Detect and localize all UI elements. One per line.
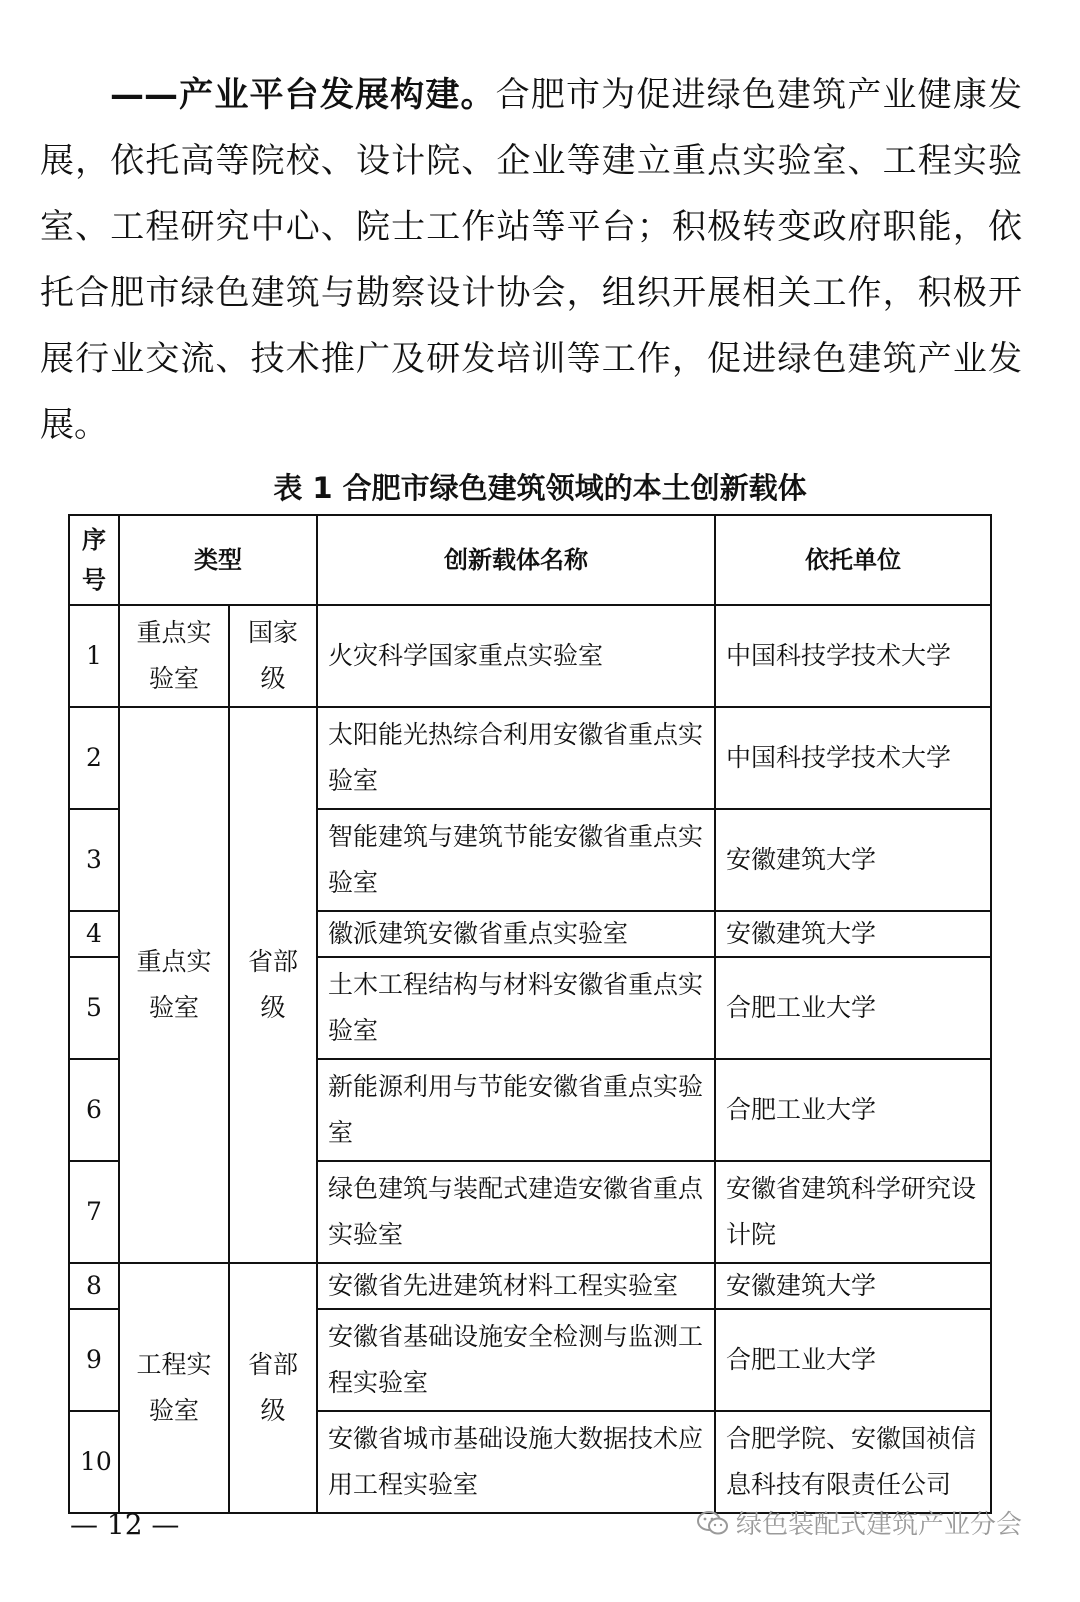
row-number: 8 xyxy=(69,1263,119,1309)
level-cell: 省部级 xyxy=(229,707,317,1263)
host-org: 合肥工业大学 xyxy=(715,957,991,1059)
type-cell: 重点实验室 xyxy=(119,605,229,707)
innovation-table xyxy=(68,514,992,1514)
host-org: 安徽省建筑科学研究设计院 xyxy=(715,1161,991,1263)
row-number: 7 xyxy=(69,1161,119,1263)
page-number: — 12 — xyxy=(70,1508,180,1541)
wechat-icon xyxy=(696,1510,730,1536)
row-number: 5 xyxy=(69,957,119,1059)
watermark xyxy=(696,1504,1022,1541)
table-row xyxy=(69,707,991,809)
carrier-name: 火灾科学国家重点实验室 xyxy=(317,605,715,707)
header-type: 类型 xyxy=(119,515,317,605)
type-cell: 重点实验室 xyxy=(119,707,229,1263)
row-number: 4 xyxy=(69,911,119,957)
host-org: 合肥工业大学 xyxy=(715,1059,991,1161)
paragraph-body: 合肥市为促进绿色建筑产业健康发展，依托高等院校、设计院、企业等建立重点实验室、工程实验室、工程研究中心、院士工作站等平台；积极转变政府职能，依托合肥市绿色建筑与勘察设计协会，组织开展相关工作，积极开展行业交流、技术推广及研发培训等工作，促进绿色建筑产业发展。 xyxy=(40,75,1023,445)
carrier-name: 安徽省基础设施安全检测与监测工程实验室 xyxy=(317,1309,715,1411)
header-seq: 序号 xyxy=(69,515,119,605)
table-header-row xyxy=(69,515,991,605)
host-org: 安徽建筑大学 xyxy=(715,1263,991,1309)
header-name: 创新载体名称 xyxy=(317,515,715,605)
table-row xyxy=(69,1263,991,1309)
level-cell: 省部级 xyxy=(229,1263,317,1513)
row-number: 2 xyxy=(69,707,119,809)
body-paragraph xyxy=(40,62,1022,458)
table-caption: 表 1 合肥市绿色建筑领域的本土创新载体 xyxy=(273,471,807,505)
paragraph-lead: ——产业平台发展构建。 xyxy=(110,75,496,115)
carrier-name: 智能建筑与建筑节能安徽省重点实验室 xyxy=(317,809,715,911)
host-org: 合肥学院、安徽国祯信息科技有限责任公司 xyxy=(715,1411,991,1513)
carrier-name: 徽派建筑安徽省重点实验室 xyxy=(317,911,715,957)
host-org: 安徽建筑大学 xyxy=(715,809,991,911)
carrier-name: 土木工程结构与材料安徽省重点实验室 xyxy=(317,957,715,1059)
watermark-text: 绿色装配式建筑产业分会 xyxy=(735,1510,1022,1540)
level-cell: 国家级 xyxy=(229,605,317,707)
table-row xyxy=(69,605,991,707)
row-number: 10 xyxy=(69,1411,119,1513)
carrier-name: 新能源利用与节能安徽省重点实验室 xyxy=(317,1059,715,1161)
host-org: 安徽建筑大学 xyxy=(715,911,991,957)
type-cell: 工程实验室 xyxy=(119,1263,229,1513)
row-number: 9 xyxy=(69,1309,119,1411)
row-number: 3 xyxy=(69,809,119,911)
host-org: 中国科技学技术大学 xyxy=(715,707,991,809)
carrier-name: 安徽省先进建筑材料工程实验室 xyxy=(317,1263,715,1309)
row-number: 1 xyxy=(69,605,119,707)
carrier-name: 太阳能光热综合利用安徽省重点实验室 xyxy=(317,707,715,809)
row-number: 6 xyxy=(69,1059,119,1161)
carrier-name: 绿色建筑与装配式建造安徽省重点实验室 xyxy=(317,1161,715,1263)
host-org: 合肥工业大学 xyxy=(715,1309,991,1411)
carrier-name: 安徽省城市基础设施大数据技术应用工程实验室 xyxy=(317,1411,715,1513)
host-org: 中国科技学技术大学 xyxy=(715,605,991,707)
header-org: 依托单位 xyxy=(715,515,991,605)
